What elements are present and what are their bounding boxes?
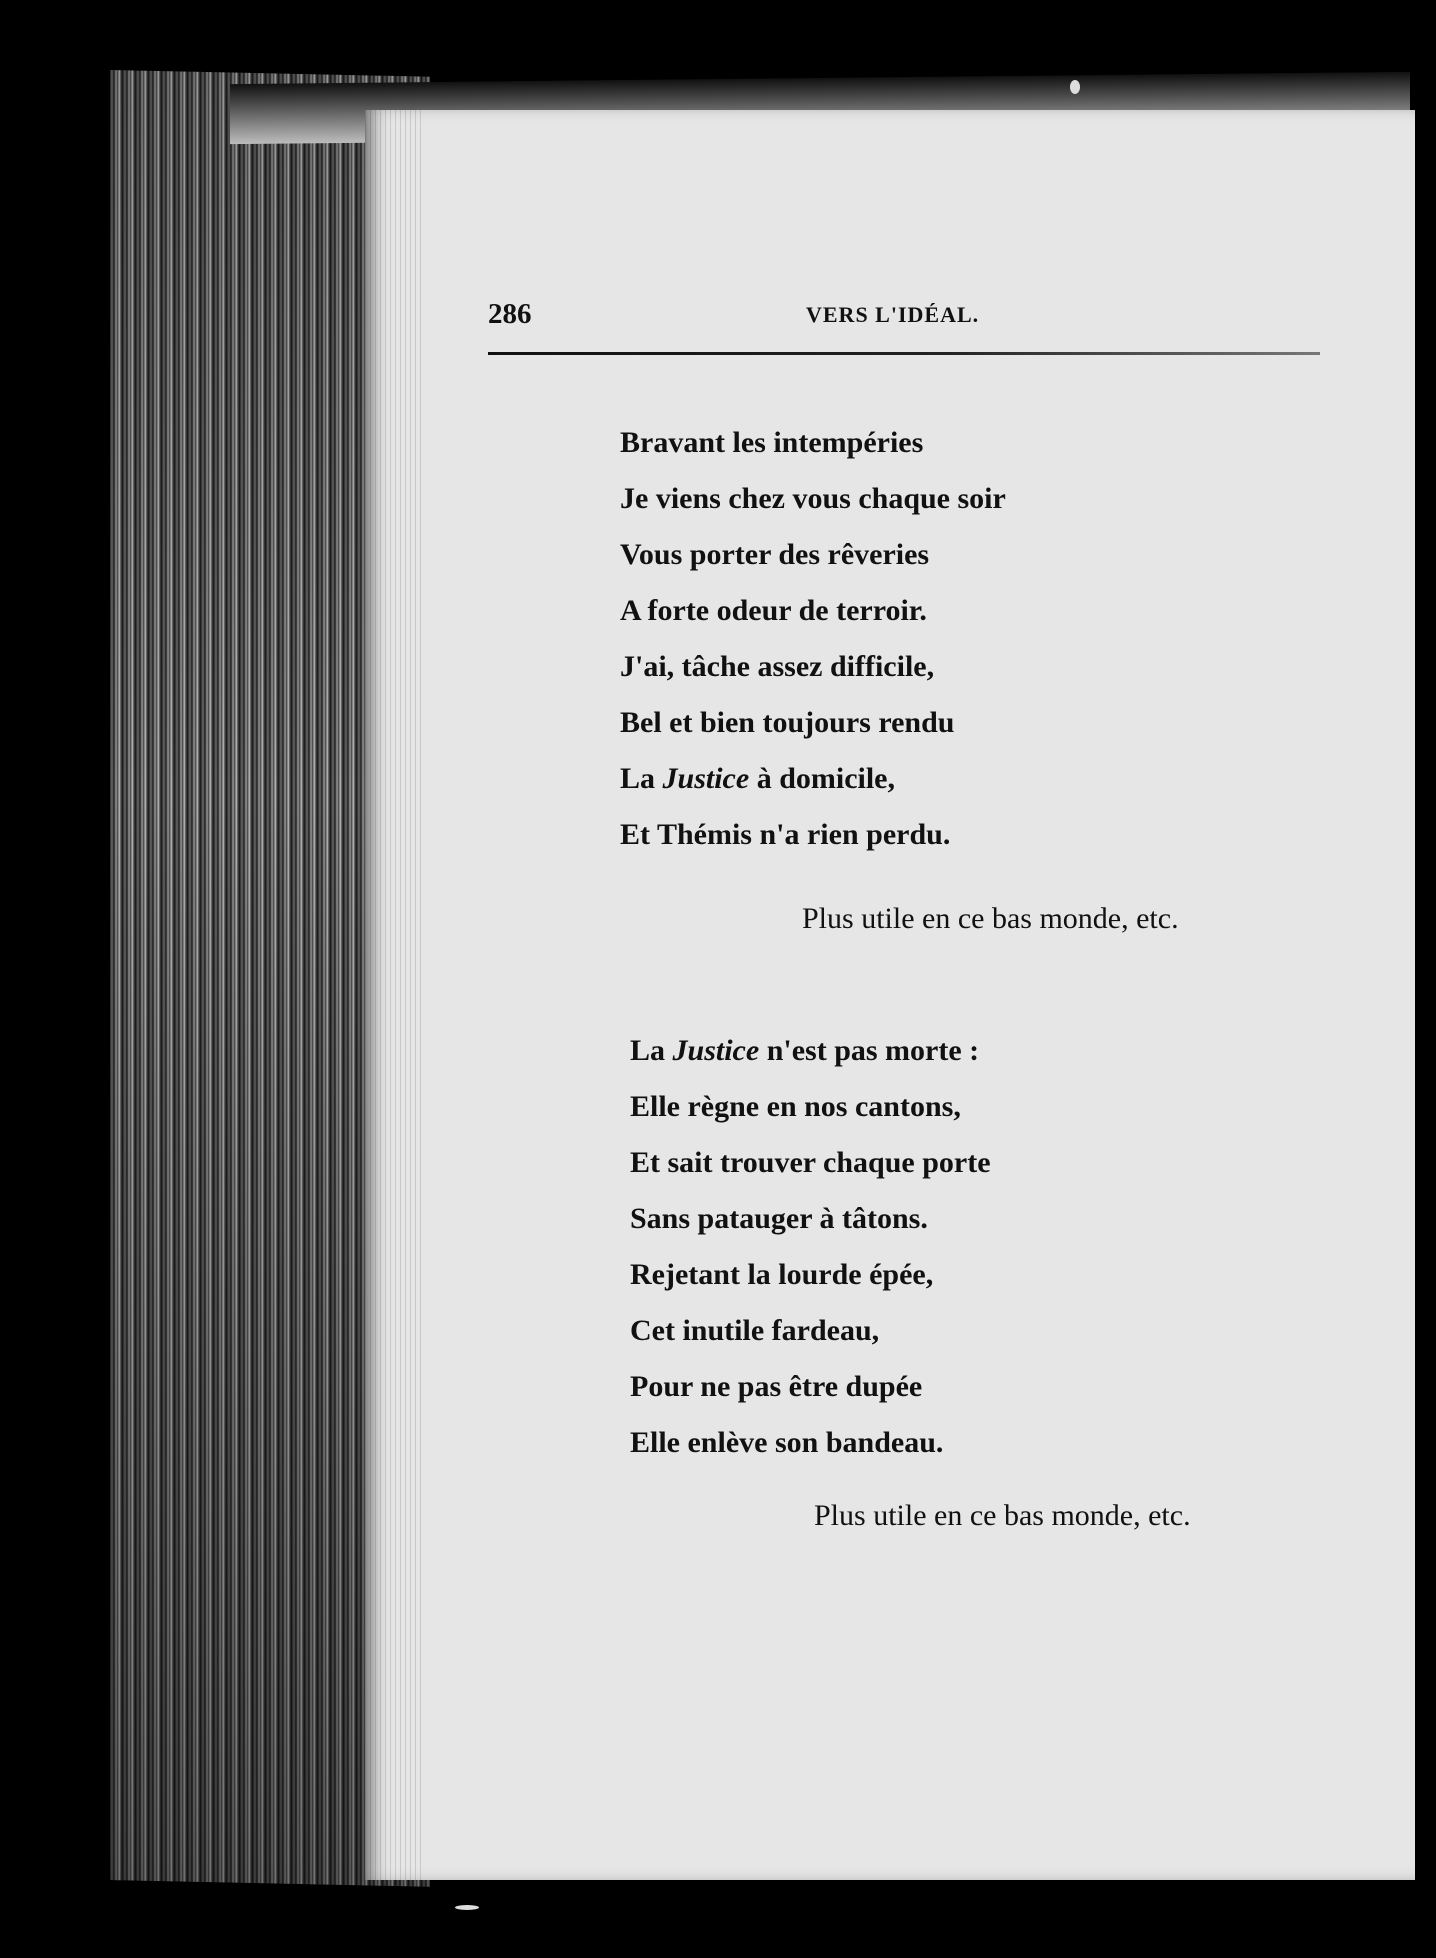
verse-line: Et Thémis n'a rien perdu. [620, 818, 951, 851]
verse-line: Elle enlève son bandeau. [630, 1426, 944, 1459]
verse-line: Sans patauger à tâtons. [630, 1202, 928, 1235]
running-head [488, 290, 1308, 346]
header-rule [488, 352, 1320, 355]
verse-line: Vous porter des rêveries [620, 538, 930, 571]
refrain-2: Plus utile en ce bas monde, etc. [814, 1499, 1191, 1532]
page-number: 286 [488, 298, 532, 330]
verse-line: Bel et bien toujours rendu [620, 706, 955, 739]
verse-text: La [630, 1034, 673, 1067]
verse-text: à domicile, [749, 762, 895, 795]
verse-line: Et sait trouver chaque porte [630, 1146, 991, 1179]
book-page [365, 110, 1415, 1880]
verse-line: Je viens chez vous chaque soir [620, 482, 1006, 515]
verse-italic: Justice [672, 1034, 760, 1067]
dust-speck [455, 1905, 479, 1910]
dust-speck [1070, 80, 1080, 94]
verse-italic: Justice [662, 762, 750, 795]
refrain-1: Plus utile en ce bas monde, etc. [802, 902, 1179, 935]
verse-line [630, 1023, 991, 1079]
running-title: VERS L'IDÉAL. [806, 302, 980, 327]
verse-line: Elle règne en nos cantons, [630, 1090, 961, 1123]
verse-text: La [620, 762, 663, 795]
verse-line: Pour ne pas être dupée [630, 1370, 923, 1403]
verse-line: Rejetant la lourde épée, [630, 1258, 934, 1291]
stanza-1 [620, 415, 1006, 863]
verse-line: A forte odeur de terroir. [620, 594, 927, 627]
verse-line: Cet inutile fardeau, [630, 1314, 880, 1347]
stanza-2 [630, 1023, 991, 1471]
verse-text: n'est pas morte : [759, 1034, 980, 1067]
verse-line [620, 751, 1006, 807]
verse-line: J'ai, tâche assez difficile, [620, 650, 935, 683]
verse-line: Bravant les intempéries [620, 426, 924, 459]
